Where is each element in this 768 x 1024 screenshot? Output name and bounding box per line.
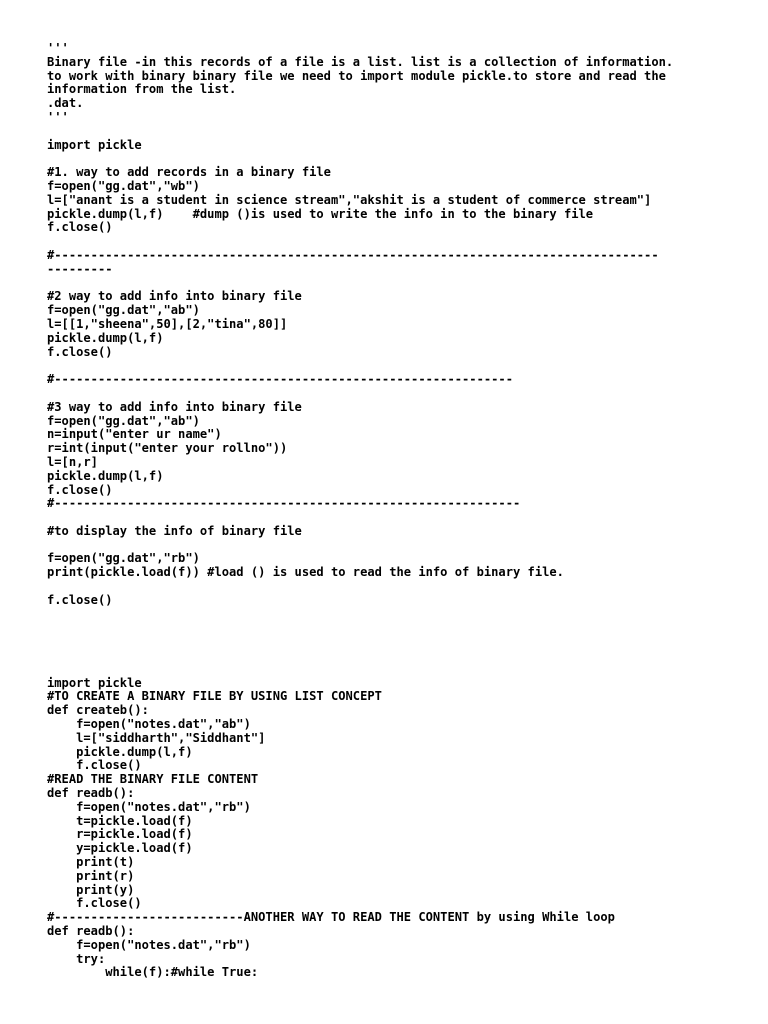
code-line: import pickle (47, 675, 142, 690)
code-line: pickle.dump(l,f) #dump ()is used to write the info in to the binary file (47, 206, 594, 221)
code-line (47, 387, 737, 401)
code-line (47, 235, 737, 249)
code-line: #---------------------------------------------------------------- (47, 496, 521, 511)
code-line: l=[n,r] (47, 454, 98, 469)
code-line: #--------------------------------------------------------------- (47, 372, 513, 387)
code-line: f=open("gg.dat","ab") (47, 303, 200, 318)
code-line: #READ THE BINARY FILE CONTENT (47, 772, 259, 787)
code-line: r=int(input("enter your rollno")) (47, 441, 288, 456)
code-line: print(pickle.load(f)) #load () is used to read the info of binary file. (47, 565, 564, 580)
code-line (47, 125, 737, 139)
code-line: #----------------------------------------------------------------------------------- (47, 247, 659, 262)
code-line (47, 621, 737, 635)
code-line (47, 511, 737, 525)
code-line: #3 way to add info into binary file (47, 399, 302, 414)
code-line: def readb(): (47, 786, 135, 801)
code-line: import pickle (47, 137, 142, 152)
code-line: information from the list. (47, 82, 237, 97)
code-line: f=open("notes.dat","rb") (47, 799, 251, 814)
code-line (47, 649, 737, 663)
code-line: f=open("gg.dat","rb") (47, 551, 200, 566)
code-line: print(t) (47, 855, 135, 870)
code-line: l=["anant is a student in science stream","akshit is a student of commerce stream"] (47, 192, 652, 207)
code-line: #2 way to add info into binary file (47, 289, 302, 304)
document-page (47, 42, 737, 980)
code-line: f.close() (47, 482, 113, 497)
code-line: print(r) (47, 868, 135, 883)
code-line: pickle.dump(l,f) (47, 330, 164, 345)
code-line: f.close() (47, 344, 113, 359)
code-line: --------- (47, 261, 113, 276)
code-line: l=[[1,"sheena",50],[2,"tina",80]] (47, 316, 288, 331)
code-line: pickle.dump(l,f) (47, 744, 193, 759)
code-line: f.close() (47, 896, 142, 911)
code-line: f=open("gg.dat","ab") (47, 413, 200, 428)
code-line (47, 152, 737, 166)
code-line: #to display the info of binary file (47, 523, 302, 538)
code-line: def createb(): (47, 703, 149, 718)
code-line: n=input("enter ur name") (47, 427, 222, 442)
code-line (47, 663, 737, 677)
code-line: to work with binary binary file we need to import module pickle.to store and read the (47, 68, 666, 83)
code-line (47, 608, 737, 622)
code-line: l=["siddharth","Siddhant"] (47, 730, 266, 745)
code-line: print(y) (47, 882, 135, 897)
code-line: f.close() (47, 758, 142, 773)
code-line: #--------------------------ANOTHER WAY TO READ THE CONTENT by using While loop (47, 910, 615, 925)
code-line: Binary file -in this records of a file is a list. list is a collection of information. (47, 54, 674, 69)
code-line: ''' (47, 109, 69, 124)
code-line: def readb(): (47, 924, 135, 938)
code-line: f=open("gg.dat","wb") (47, 178, 200, 193)
code-line: .dat. (47, 96, 84, 111)
code-line (47, 580, 737, 594)
code-line: #TO CREATE A BINARY FILE BY USING LIST CONCEPT (47, 689, 382, 704)
code-line: f=open("notes.dat","rb") (47, 937, 251, 952)
code-line: t=pickle.load(f) (47, 813, 193, 828)
code-line (47, 635, 737, 649)
code-line: try: (47, 951, 106, 966)
code-line (47, 539, 737, 553)
code-line (47, 359, 737, 373)
code-line: f.close() (47, 220, 113, 235)
code-line: f.close() (47, 592, 113, 607)
code-line: r=pickle.load(f) (47, 827, 193, 842)
code-line: y=pickle.load(f) (47, 841, 193, 856)
code-line: f=open("notes.dat","ab") (47, 717, 251, 732)
code-line (47, 277, 737, 291)
code-line: #1. way to add records in a binary file (47, 165, 331, 180)
code-line: pickle.dump(l,f) (47, 468, 164, 483)
code-line: while(f):#while True: (47, 965, 259, 980)
code-line: ''' (47, 41, 69, 55)
